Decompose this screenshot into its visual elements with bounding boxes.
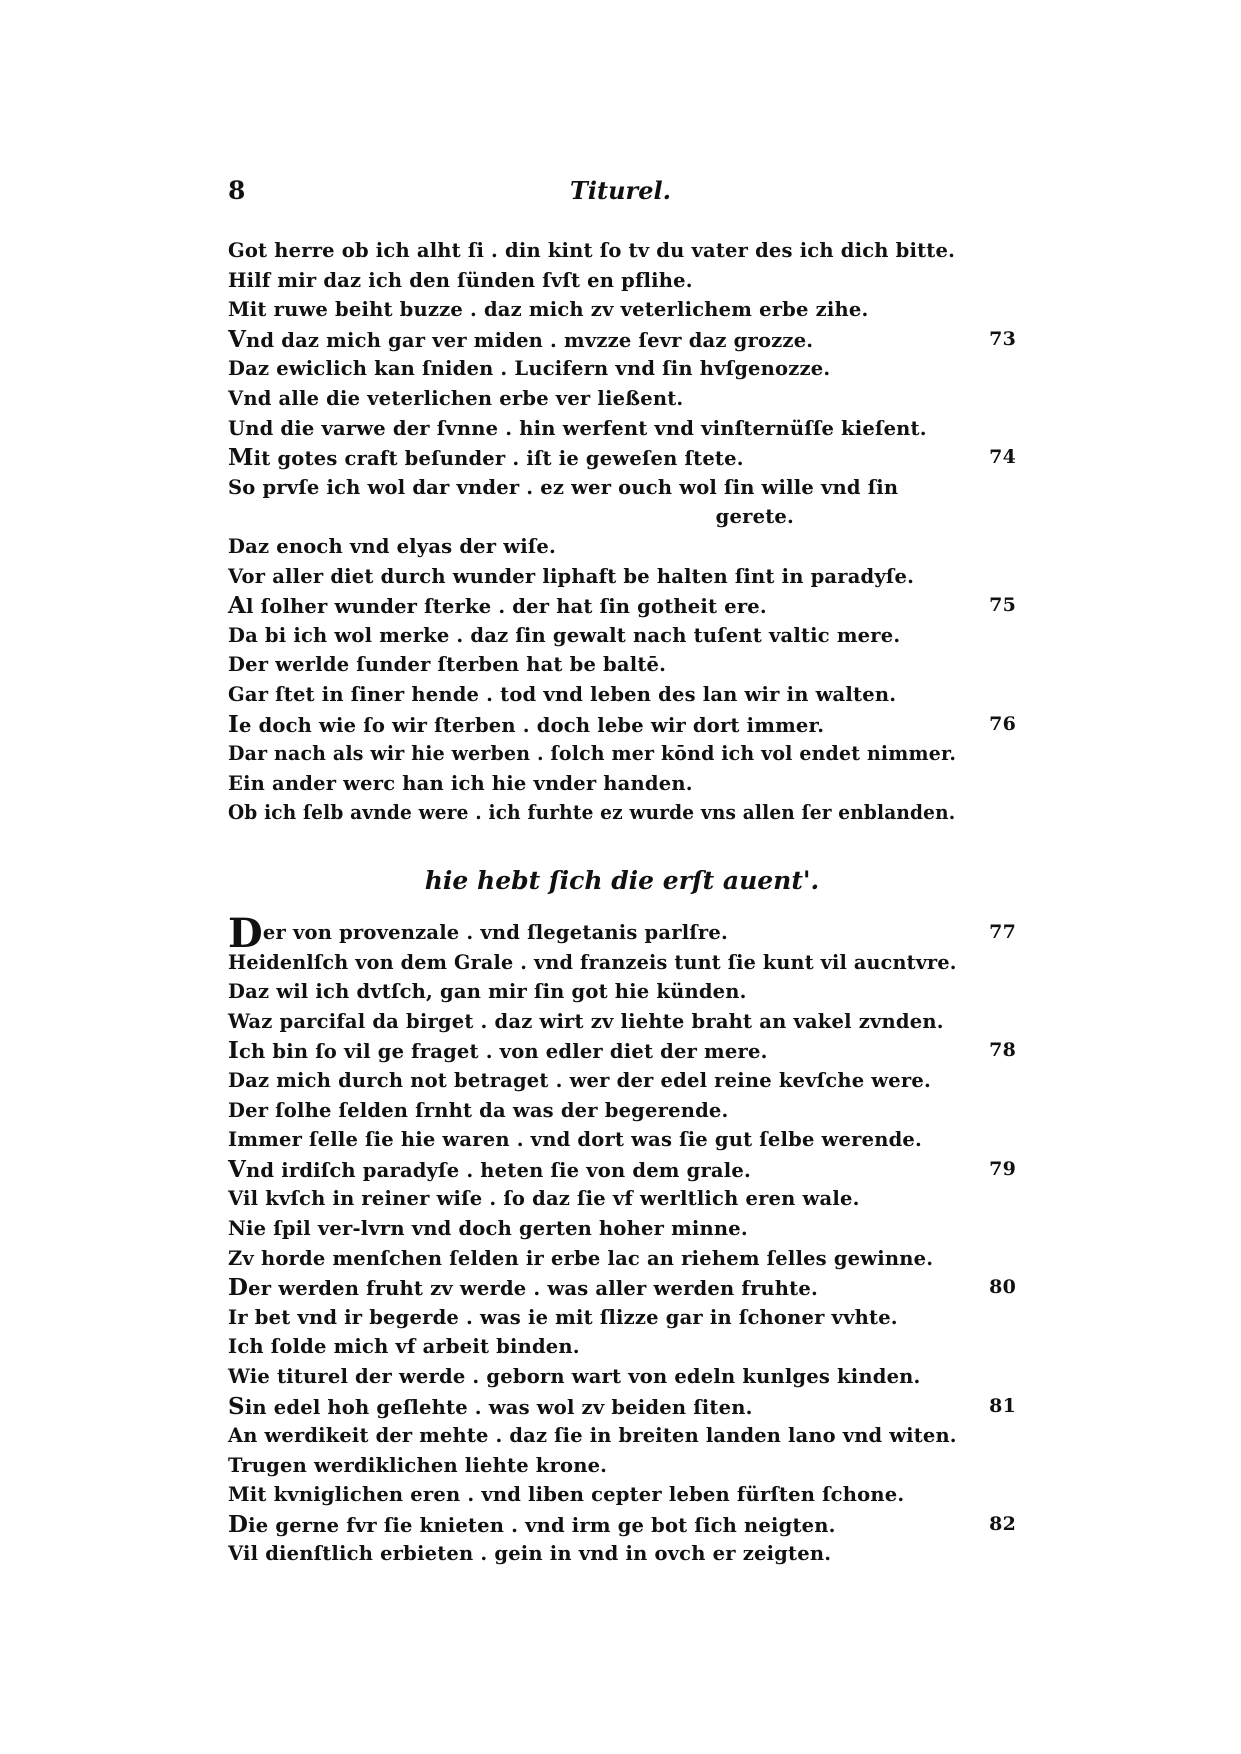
verse-text: Ie doch wie ſo wir ſterben . doch lebe wir dort immer. (228, 710, 825, 738)
verse-text: An werdikeit der mehte . daz ſie in breiten landen lano vnd witen. (228, 1424, 957, 1448)
stanza-number: 76 (989, 712, 1016, 735)
initial-capital: D (228, 1274, 249, 1302)
verse-line (228, 769, 1016, 799)
verse-line (228, 1392, 1016, 1422)
initial-capital: I (228, 1037, 239, 1065)
verse-text: Zv horde menſchen ſelden ir erbe lac an riehem ſelles gewinne. (228, 1246, 934, 1270)
initial-capital: S (228, 1392, 245, 1420)
initial-capital: D (228, 1510, 249, 1538)
verse-line (228, 1510, 1016, 1540)
verse-text: Vil kvſch in reiner wiſe . ſo daz ſie vf werltlich eren wale. (228, 1187, 860, 1211)
verse-text: Vnd alle die veterlichen erbe ver ließent. (228, 386, 684, 410)
verse-line (228, 1273, 1016, 1303)
verse-text: Der werden fruht zv werde . was aller werden fruhte. (228, 1274, 818, 1302)
verse-text: Ob ich ſelb avnde were . ich furhte ez wurde vns allen ſer enblanden. (228, 801, 956, 825)
stanza-number: 73 (989, 327, 1016, 350)
verse-text: Immer ſelle ſie hie waren . vnd dort was ſie gut ſelbe werende. (228, 1128, 923, 1152)
verse-line (228, 1036, 1016, 1066)
verse-text: gerete. (715, 505, 794, 529)
verse-line (228, 910, 1016, 957)
verse-text: Vil dienſtlich erbieten . gein in vnd in ovch er zeigten. (228, 1542, 832, 1566)
stanza-number: 79 (989, 1157, 1016, 1180)
verse-block-2 (228, 910, 1016, 1569)
verse-text: Der von provenzale . vnd ſlegetanis parlſre. (228, 910, 728, 957)
verse-text: Gar ſtet in ſiner hende . tod vnd leben des lan wir in walten. (228, 682, 897, 706)
verse-text: Ich bin ſo vil ge fraget . von edler diet der mere. (228, 1037, 768, 1065)
verse-line (228, 1066, 1016, 1096)
page-header (228, 176, 1013, 216)
verse-text: Der werlde ſunder ſterben hat be baltē. (228, 653, 667, 677)
verse-text: Mit ruwe beiht buzze . daz mich zv veterlichem erbe zihe. (228, 298, 869, 322)
verse-text: Heidenlſch von dem Grale . vnd franzeis tunt ſie kunt vil aucntvre. (228, 950, 957, 974)
running-title: Titurel. (570, 176, 671, 205)
verse-line (228, 532, 1016, 562)
verse-line (228, 798, 1016, 828)
verse-text: Mit gotes craft beſunder . iſt ie geweſen ſtete. (228, 444, 744, 472)
verse-text: Daz ewiclich kan ſniden . Lucifern vnd ſin hvſgenozze. (228, 357, 831, 381)
verse-line (228, 1362, 1016, 1392)
verse-text: Daz mich durch not betraget . wer der edel reine kevſche were. (228, 1068, 931, 1092)
verse-text: Ein ander werc han ich hie vnder handen. (228, 771, 693, 795)
verse-text: So prvſe ich wol dar vnder . ez wer ouch wol ſin wille vnd ſin (228, 475, 899, 499)
page-number: 8 (228, 176, 246, 205)
verse-line (228, 236, 1016, 266)
verse-line (228, 948, 1016, 978)
verse-line (228, 710, 1016, 740)
verse-line (228, 1007, 1016, 1037)
verse-text: Da bi ich wol merke . daz ſin gewalt nach tuſent valtic mere. (228, 623, 901, 647)
verse-line (228, 1480, 1016, 1510)
verse-line (228, 384, 1016, 414)
verse-line (228, 502, 1016, 532)
verse-line (228, 1451, 1016, 1481)
verse-line (228, 977, 1016, 1007)
initial-capital: A (228, 592, 247, 620)
verse-text: Wie titurel der werde . geborn wart von edeln kunlges kinden. (228, 1364, 921, 1388)
verse-line (228, 1184, 1016, 1214)
verse-text: Got herre ob ich alht ſi . din kint ſo tv du vater des ich dich bitte. (228, 239, 956, 262)
verse-line (228, 1421, 1016, 1451)
verse-line (228, 650, 1016, 680)
verse-line (228, 739, 1016, 769)
verse-text: Trugen werdiklichen liehte krone. (228, 1453, 608, 1477)
verse-text: Die gerne fvr ſie knieten . vnd irm ge bot ſich neigten. (228, 1510, 836, 1538)
verse-line (228, 1244, 1016, 1274)
verse-line (228, 621, 1016, 651)
initial-capital: D (228, 910, 263, 957)
verse-text: Dar nach als wir hie werben . ſolch mer kōnd ich vol endet nimmer. (228, 742, 957, 766)
verse-line (228, 354, 1016, 384)
verse-text: Sin edel hoh geſlehte . was wol zv beiden ſiten. (228, 1392, 753, 1420)
initial-capital: I (228, 710, 239, 738)
verse-text: Waz parcifal da birget . daz wirt zv liehte braht an vakel zvnden. (228, 1009, 944, 1033)
verse-line (228, 1155, 1016, 1185)
verse-text: Daz wil ich dvtſch, gan mir ſin got hie künden. (228, 980, 747, 1004)
verse-text: Vor aller diet durch wunder liphaft be halten ſint in paradyſe. (228, 564, 915, 588)
verse-text: Vnd daz mich gar ver miden . mvzze ſevr daz grozze. (228, 325, 814, 353)
verse-block-1 (228, 236, 1016, 828)
verse-line (228, 414, 1016, 444)
verse-line (228, 1214, 1016, 1244)
stanza-number: 82 (989, 1512, 1016, 1535)
verse-line (228, 473, 1016, 503)
verse-line (228, 1096, 1016, 1126)
stanza-number: 74 (989, 446, 1016, 469)
verse-text: Hilf mir daz ich den ſünden ſvſt en pflihe. (228, 268, 693, 292)
stanza-number: 77 (989, 921, 1016, 943)
verse-line (228, 325, 1016, 355)
initial-capital: M (228, 444, 254, 472)
verse-line (228, 295, 1016, 325)
verse-line (228, 591, 1016, 621)
verse-text: Vnd irdiſch paradyſe . heten ſie von dem grale. (228, 1155, 751, 1183)
stanza-number: 80 (989, 1276, 1016, 1299)
verse-text: Mit kvniglichen eren . vnd liben cepter leben fürſten ſchone. (228, 1483, 905, 1507)
initial-capital: V (228, 325, 247, 353)
verse-line (228, 1332, 1016, 1362)
verse-line (228, 680, 1016, 710)
stanza-number: 78 (989, 1039, 1016, 1062)
section-heading: hie hebt ſich die erſt auent'. (424, 866, 820, 895)
verse-line (228, 1125, 1016, 1155)
verse-text: Daz enoch vnd elyas der wiſe. (228, 534, 556, 558)
verse-text: Der ſolhe ſelden ſrnht da was der begerende. (228, 1098, 729, 1122)
verse-text: Ich ſolde mich vf arbeit binden. (228, 1335, 580, 1359)
verse-text: Nie ſpil ver-lvrn vnd doch gerten hoher minne. (228, 1216, 748, 1240)
stanza-number: 75 (989, 594, 1016, 617)
verse-text: Al ſolher wunder ſterke . der hat ſin gotheit ere. (228, 592, 767, 620)
verse-line (228, 266, 1016, 296)
verse-line (228, 443, 1016, 473)
initial-capital: V (228, 1155, 247, 1183)
verse-text: Und die varwe der ſvnne . hin werfent vnd vinſternüſſe kieſent. (228, 416, 927, 440)
verse-line (228, 1303, 1016, 1333)
verse-line (228, 1539, 1016, 1569)
stanza-number: 81 (989, 1394, 1016, 1417)
verse-text: Ir bet vnd ir begerde . was ie mit ſlizze gar in ſchoner vvhte. (228, 1305, 898, 1329)
verse-line (228, 562, 1016, 592)
